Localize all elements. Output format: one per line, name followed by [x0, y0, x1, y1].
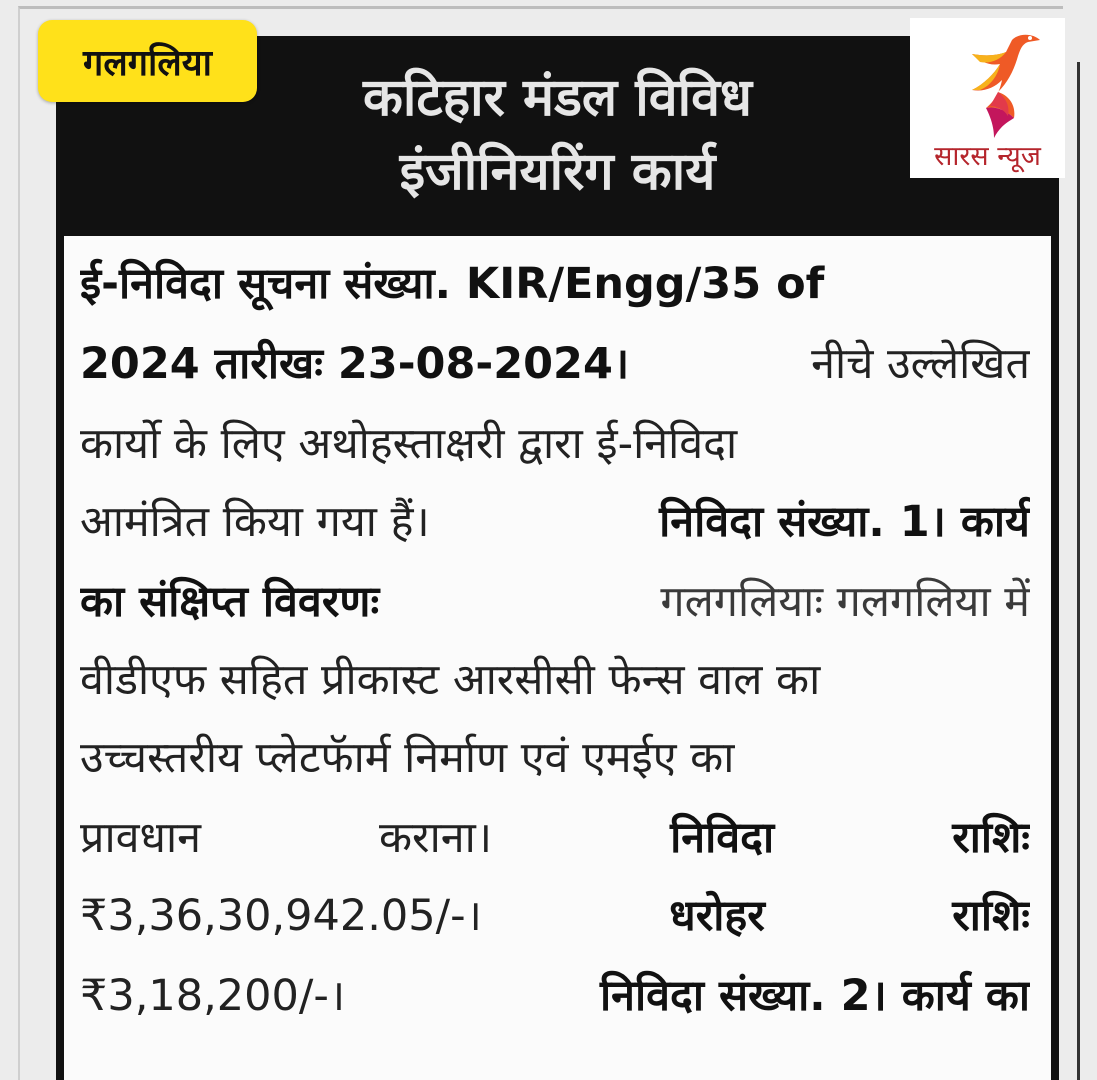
notice-text-segment: का संक्षिप्त विवरणः	[80, 577, 380, 627]
notice-body	[64, 236, 1051, 1080]
notice-text-segment: राशिः	[952, 891, 1030, 941]
notice-line	[80, 798, 1030, 878]
notice-line	[80, 956, 1030, 1036]
notice-text-segment: निविदा	[670, 813, 775, 863]
notice-text-segment: धरोहर	[669, 891, 765, 941]
headline-line-2: इंजीनियरिंग कार्य	[399, 142, 716, 202]
notice-line	[80, 404, 1030, 484]
notice-text-segment: निविदा संख्या. 1। कार्य	[659, 497, 1030, 547]
notice-text-segment: नीचे उल्लेखित	[811, 339, 1030, 389]
notice-text-segment: 2024 तारीखः 23-08-2024।	[80, 339, 630, 389]
notice-line	[80, 244, 1030, 324]
notice-text-segment: आमंत्रित किया गया हैं।	[80, 497, 430, 547]
adjacent-column-rule	[1077, 62, 1080, 1080]
notice-text-segment: प्रावधान	[80, 813, 201, 863]
notice-line	[80, 640, 1030, 720]
crane-bird-icon	[950, 26, 1050, 146]
notice-line	[80, 324, 1030, 404]
logo-text: सारस न्यूज	[934, 141, 1041, 172]
notice-text-segment: गलगलियाः गलगलिया में	[660, 577, 1030, 627]
location-tag: गलगलिया	[38, 20, 257, 102]
notice-text-segment: कराना।	[379, 813, 493, 863]
notice-text-segment: राशिः	[952, 813, 1030, 863]
notice-line	[80, 482, 1030, 562]
notice-line	[80, 562, 1030, 642]
headline-line-1: कटिहार मंडल विविध	[362, 68, 753, 128]
notice-text-segment: कार्यो के लिए अथोहस्ताक्षरी द्वारा ई-निविदा	[80, 419, 738, 469]
notice-text-segment: उच्चस्तरीय प्लेटफॅार्म निर्माण एवं एमईए का	[80, 733, 735, 783]
notice-text-segment: ई-निविदा सूचना संख्या. KIR/Engg/35 of	[80, 259, 825, 309]
notice-text-segment: निविदा संख्या. 2। कार्य का	[599, 971, 1030, 1021]
notice-line	[80, 876, 1030, 956]
notice-text-segment: ₹3,18,200/-।	[80, 971, 346, 1021]
saras-news-logo	[910, 18, 1065, 178]
notice-text-segment: ₹3,36,30,942.05/-।	[80, 891, 482, 941]
notice-line	[80, 718, 1030, 798]
notice-text-segment: वीडीएफ सहित प्रीकास्ट आरसीसी फेन्स वाल का	[80, 655, 821, 705]
newspaper-clipping	[56, 36, 1059, 1080]
